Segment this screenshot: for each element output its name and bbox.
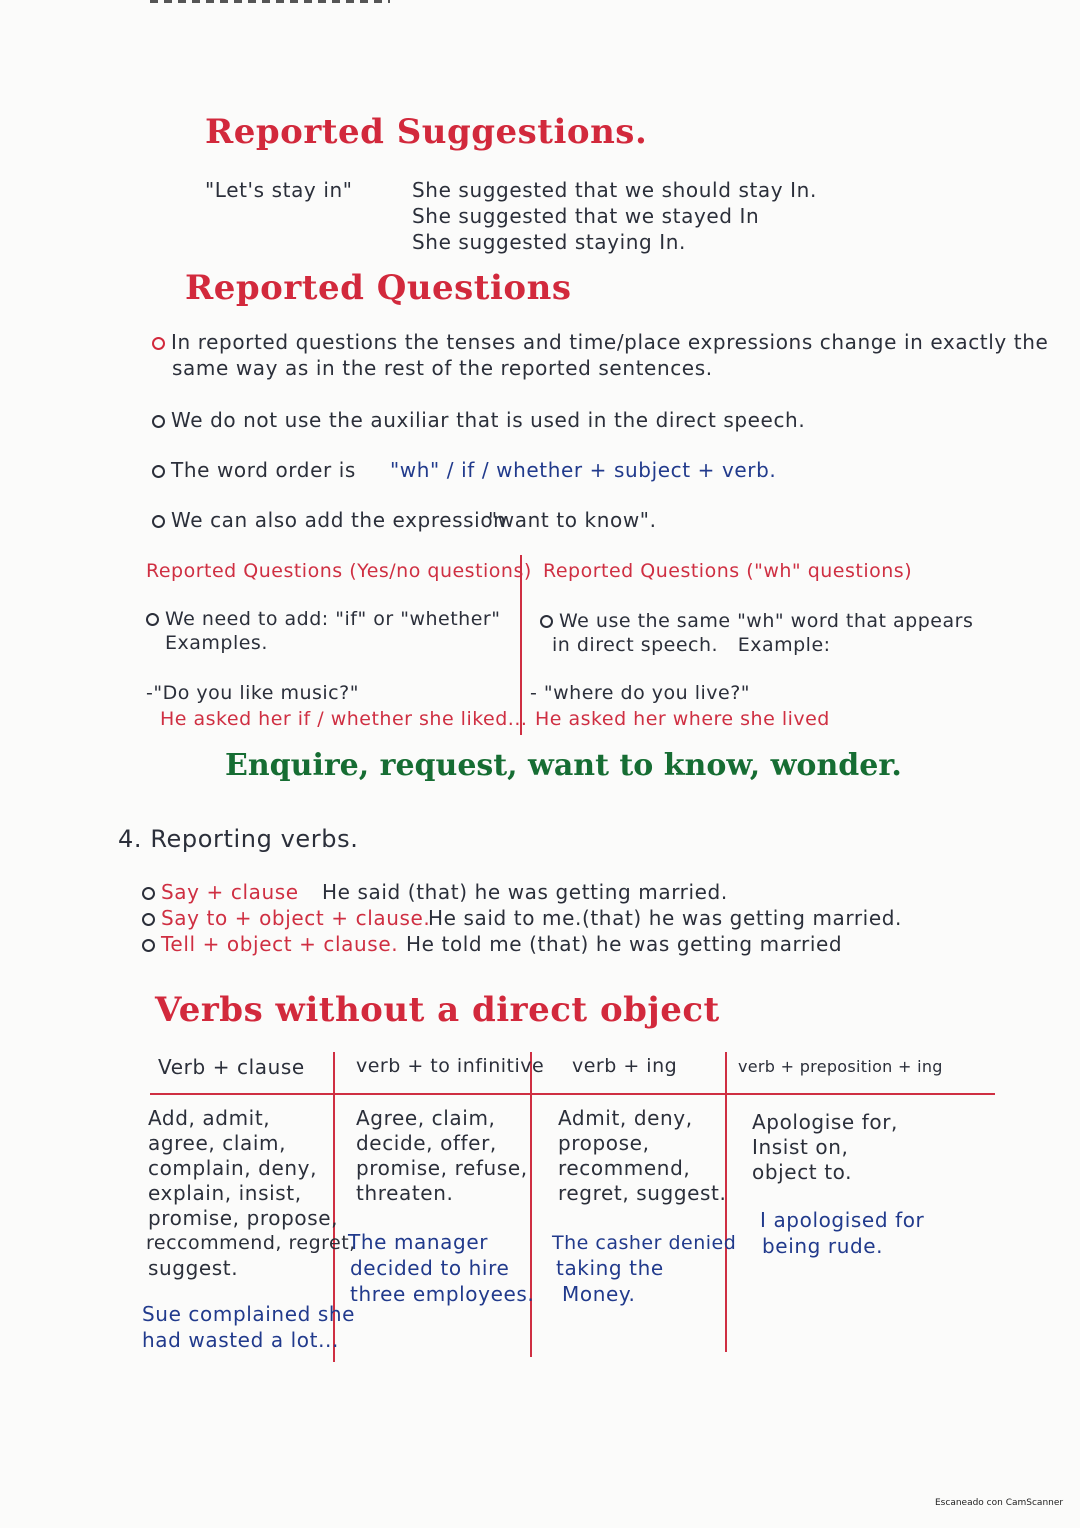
want-to-know-phrase: "want to know". [488,508,657,532]
col1-example-1: Sue complained she [142,1302,356,1326]
col3-word-2: propose, [558,1131,650,1155]
reporting-item-3: Tell + object + clause. [142,932,398,956]
wh-rule-cont: in direct speech. Example: [552,634,831,656]
col4-example-1: I apologised for [760,1208,925,1232]
col2-example-1: The manager [348,1230,489,1254]
suggestion-line-3: She suggested staying In. [412,230,687,254]
question-bullet-1-cont: same way as in the rest of the reported sentences. [172,356,713,380]
col2-word-2: decide, offer, [356,1131,497,1155]
col3-word-3: recommend, [558,1156,691,1180]
col1-word-2: agree, claim, [148,1131,287,1155]
bullet-icon [540,615,553,628]
col3-word-1: Admit, deny, [558,1106,693,1130]
yes-no-header: Reported Questions (Yes/no questions) [146,560,532,582]
reporting-verbs-title: 4. Reporting verbs. [118,825,359,853]
scanner-watermark: Escaneado con CamScanner [935,1498,1064,1508]
question-bullet-2: We do not use the auxiliar that is used in the direct speech. [152,408,805,432]
word-order-formula: "wh" / if / whether + subject + verb. [390,458,777,482]
col4-word-2: Insist on, [752,1135,849,1159]
question-bullet-4: We can also add the expression [152,508,506,532]
wh-example-quote: - "where do you live?" [530,682,751,704]
suggestion-line-2: She suggested that we stayed In [412,204,760,228]
col2-word-4: threaten. [356,1181,454,1205]
suggestion-line-1: She suggested that we should stay In. [412,178,817,202]
col3-word-4: regret, suggest. [558,1181,727,1205]
questions-title: Reported Questions [185,268,572,308]
wh-rule: We use the same "wh" word that appears [540,610,973,632]
col1-word-5: promise, propose, [148,1206,339,1230]
wh-header: Reported Questions ("wh" questions) [543,560,913,582]
col3-example-2: taking the [556,1256,664,1280]
bullet-icon [142,913,155,926]
bullet-icon [142,939,155,952]
col-header-verb-clause: Verb + clause [158,1055,305,1079]
yes-no-rule: We need to add: "if" or "whether" [146,608,500,630]
wh-example-label: Example: [737,634,831,656]
yes-no-example-quote: -"Do you like music?" [146,682,359,704]
bullet-icon [152,337,165,350]
col3-example-3: Money. [562,1282,636,1306]
table-header-rule [150,1093,995,1095]
question-bullet-1: In reported questions the tenses and time/place expressions change in exactly the [152,330,1048,354]
suggestions-title: Reported Suggestions. [205,112,648,152]
wh-example-answer: He asked her where she lived [535,708,830,730]
col-header-preposition-ing: verb + preposition + ing [738,1057,943,1076]
col1-word-3: complain, deny, [148,1156,318,1180]
col3-example-1: The casher denied [552,1232,737,1254]
reporting-verbs-list: Enquire, request, want to know, wonder. [225,748,902,783]
col-header-to-infinitive: verb + to infinitive [356,1055,545,1077]
col4-word-3: object to. [752,1160,853,1184]
yes-no-examples-label: Examples. [165,632,268,654]
bullet-icon [146,613,159,626]
scan-edge-mark [150,0,390,3]
col2-word-3: promise, refuse, [356,1156,528,1180]
reporting-example-2: He said to me.(that) he was getting married. [428,906,902,930]
reporting-example-1: He said (that) he was getting married. [322,880,728,904]
suggestions-quote: "Let's stay in" [205,178,353,202]
col4-word-1: Apologise for, [752,1110,898,1134]
reporting-item-2: Say to + object + clause. [142,906,430,930]
table-col-divider-2 [530,1052,532,1357]
col4-example-2: being rude. [762,1234,884,1258]
no-object-title: Verbs without a direct object [155,990,720,1030]
question-bullet-3: The word order is [152,458,356,482]
reporting-example-3: He told me (that) he was getting married [406,932,843,956]
bullet-icon [152,415,165,428]
yes-no-example-answer: He asked her if / whether she liked... [160,708,528,730]
col2-example-3: three employees. [350,1282,535,1306]
col-header-verb-ing: verb + ing [572,1055,678,1077]
col2-example-2: decided to hire [350,1256,510,1280]
col1-word-1: Add, admit, [148,1106,271,1130]
col1-example-2: had wasted a lot... [142,1328,339,1352]
col1-word-4: explain, insist, [148,1181,302,1205]
bullet-icon [152,465,165,478]
bullet-icon [142,887,155,900]
reporting-item-1: Say + clause [142,880,299,904]
col2-word-1: Agree, claim, [356,1106,496,1130]
col1-word-7: suggest. [148,1256,239,1280]
bullet-icon [152,515,165,528]
col1-word-6: reccommend, regret, [146,1232,356,1254]
